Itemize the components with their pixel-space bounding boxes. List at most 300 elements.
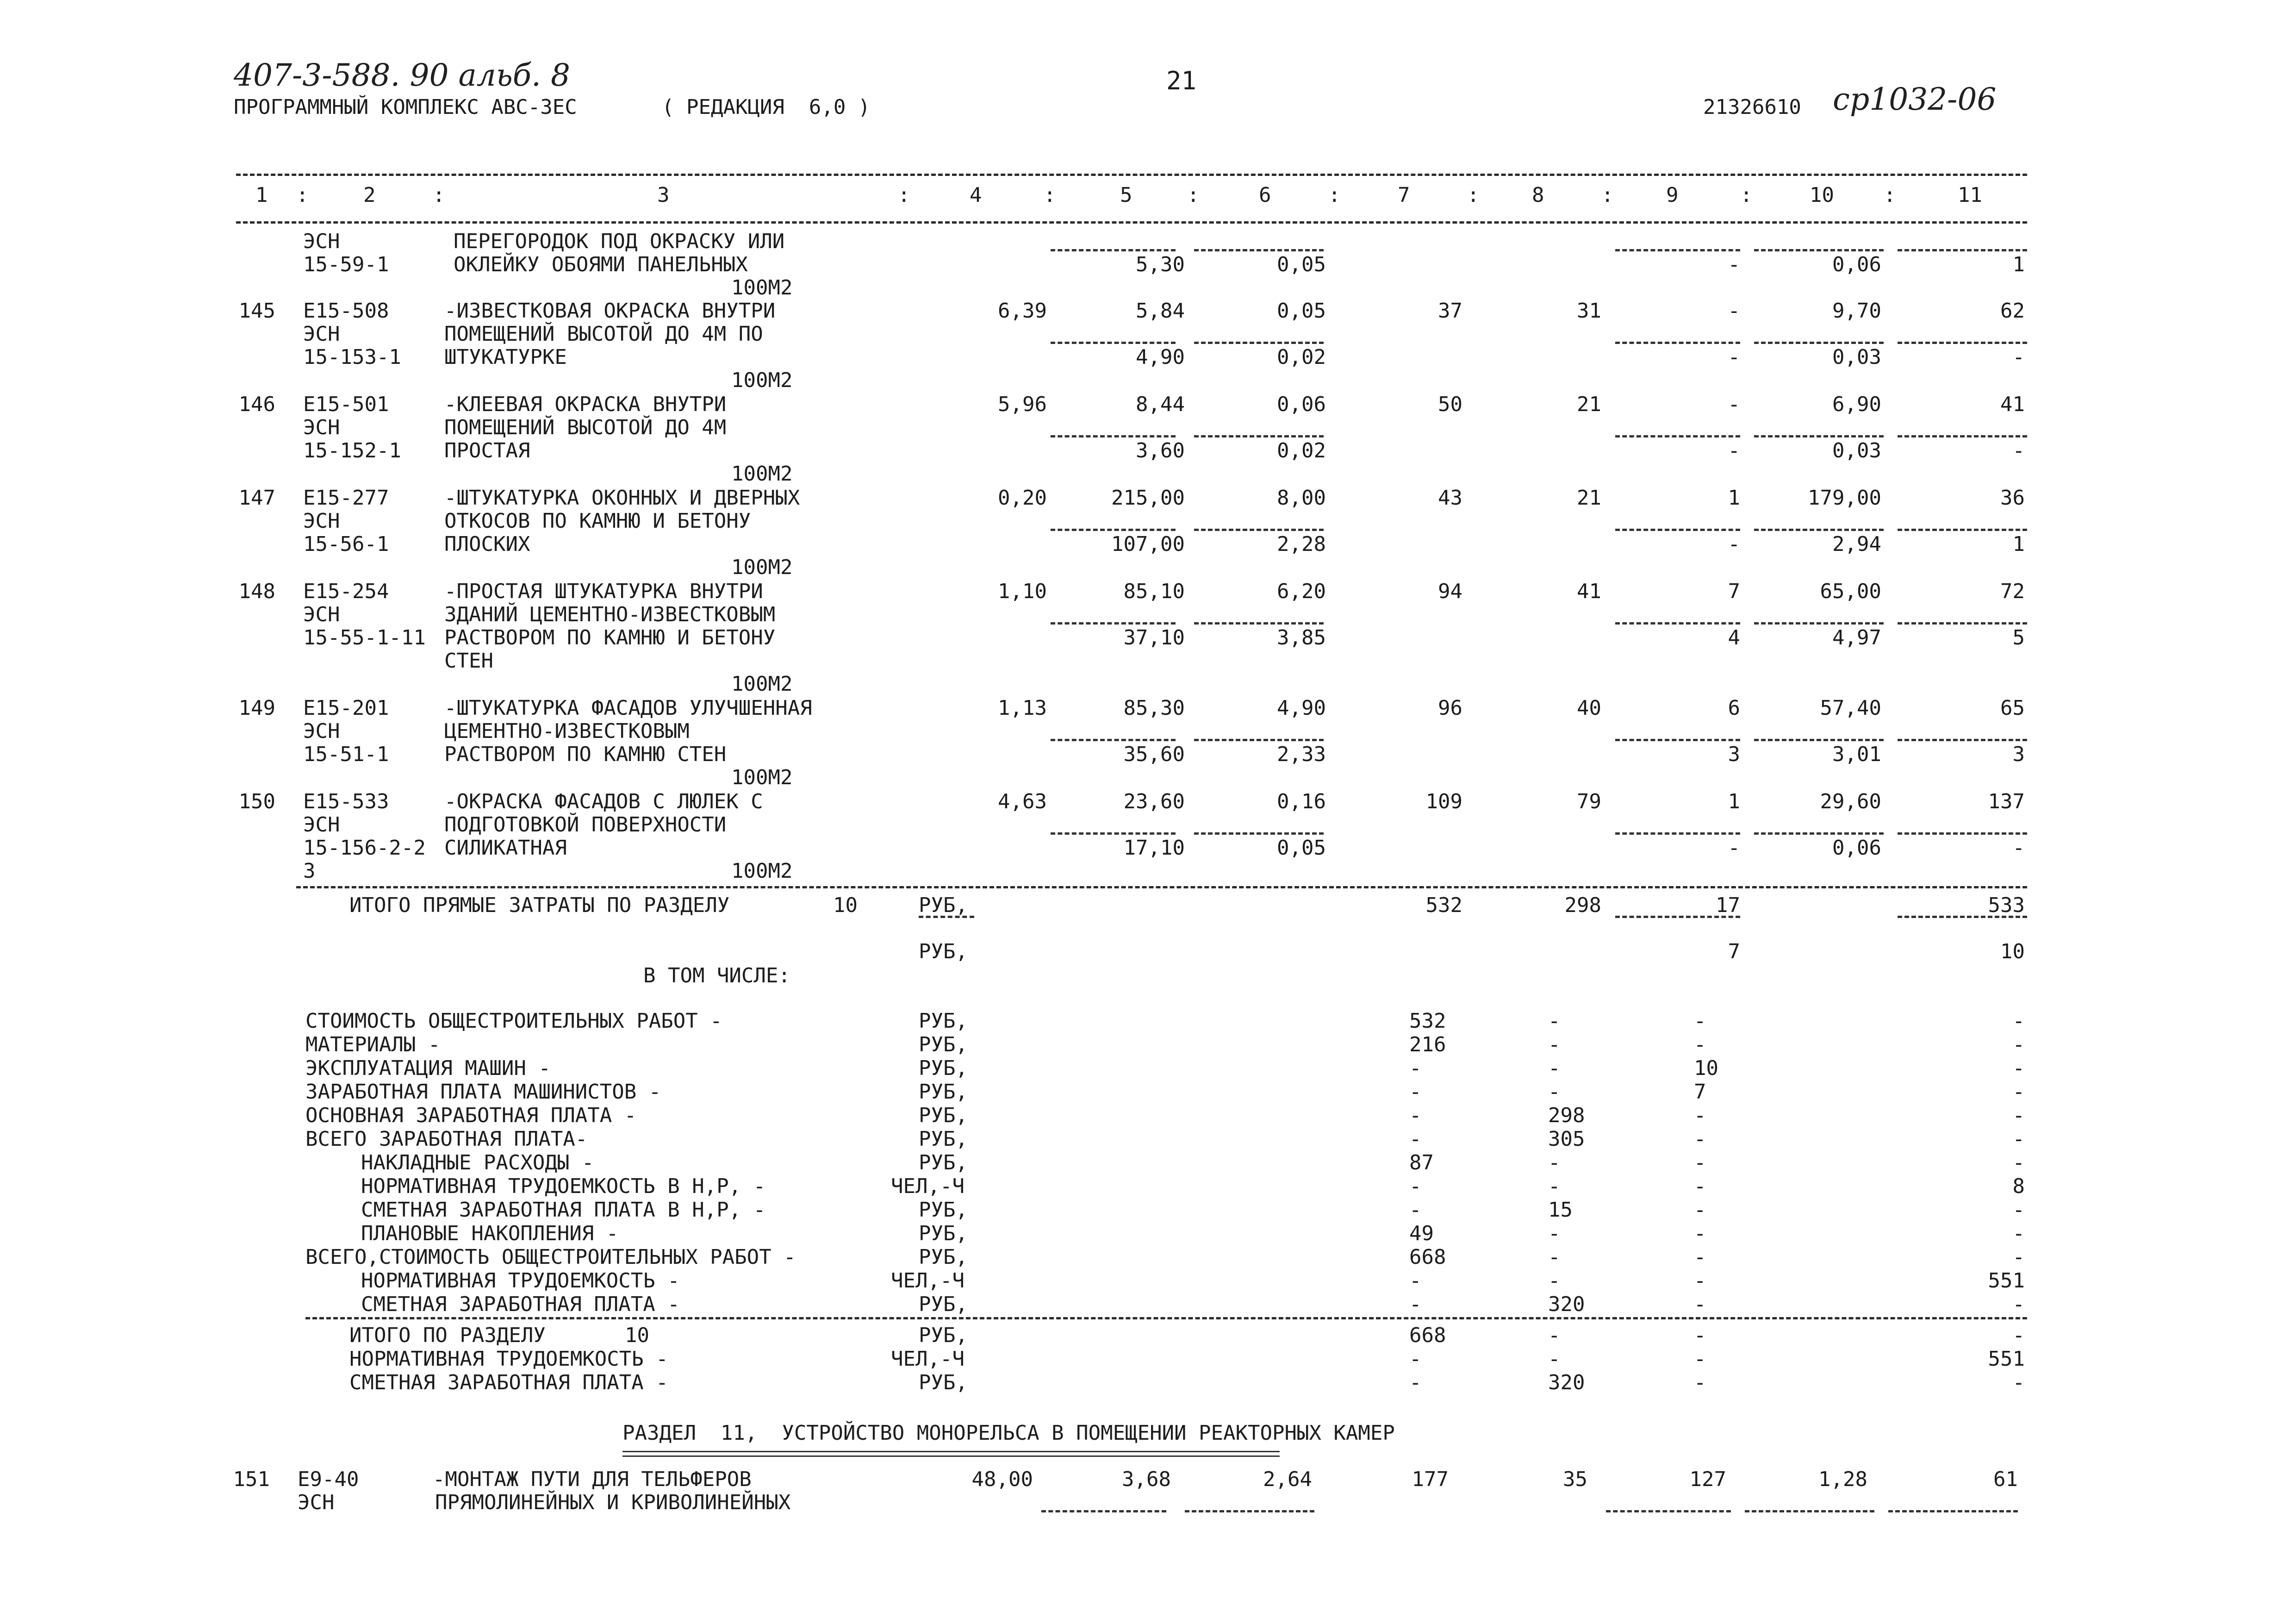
section-rule: [296, 886, 2027, 888]
row-value-c6: 2,64: [1263, 1468, 1312, 1491]
row-value-c5: 3,68: [1122, 1468, 1171, 1491]
dashed-underline: [1615, 739, 1740, 741]
row-code: 15-152-1: [303, 439, 401, 462]
breakdown-c8: 15: [1548, 1198, 1573, 1222]
row-number: 151: [233, 1468, 270, 1491]
dashed-underline: [1615, 916, 1740, 918]
row-code: Е9-40: [298, 1468, 359, 1491]
table-top-rule: [236, 174, 2027, 176]
row-sub-c5: 37,10: [1123, 626, 1185, 650]
column-separator: :: [1467, 183, 1480, 207]
row-code: 3: [303, 859, 316, 883]
row-value-c7: 43: [1438, 486, 1462, 510]
breakdown-label: ЗАРАБОТНАЯ ПЛАТА МАШИНИСТОВ -: [305, 1080, 661, 1104]
column-header-5: 5: [1120, 183, 1132, 207]
section-title-double-rule: [622, 1455, 1280, 1457]
breakdown-c9: -: [1694, 1245, 1706, 1269]
row-description: -ИЗВЕСТКОВАЯ ОКРАСКА ВНУТРИ: [444, 299, 776, 323]
row-value-c4: 0,20: [998, 486, 1047, 510]
row-sub-c11: 1: [2012, 532, 2025, 556]
row-description: -ШТУКАТУРКА ФАСАДОВ УЛУЧШЕННАЯ: [444, 696, 812, 720]
column-separator: :: [1044, 183, 1056, 207]
breakdown-c8: 298: [1548, 1104, 1585, 1127]
breakdown-unit: РУБ,: [919, 1151, 968, 1174]
row-number: 148: [238, 580, 275, 603]
breakdown-c11: -: [2012, 1080, 2025, 1104]
breakdown-c11: -: [2012, 1127, 2025, 1151]
breakdown-c11: -: [2012, 1198, 2025, 1222]
row-sub-c6: 0,02: [1277, 345, 1326, 369]
column-header-11: 11: [1958, 183, 1982, 207]
row-description: -КЛЕЕВАЯ ОКРАСКА ВНУТРИ: [444, 393, 727, 416]
column-separator: :: [1884, 183, 1896, 207]
row-code: Е15-508: [303, 299, 389, 323]
breakdown-c11: 551: [1988, 1269, 2025, 1293]
row-value-c8: 21: [1577, 393, 1601, 416]
dashed-underline: [1754, 832, 1884, 835]
row-sub-c5: 3,60: [1136, 439, 1185, 462]
breakdown-label: СМЕТНАЯ ЗАРАБОТНАЯ ПЛАТА -: [361, 1293, 680, 1316]
breakdown-c8: -: [1548, 1151, 1561, 1174]
breakdown-c7: -: [1409, 1127, 1422, 1151]
section-total-unit: РУБ,: [919, 1371, 968, 1394]
dashed-underline: [1051, 342, 1176, 344]
handwritten-code: ср1032-06: [1833, 81, 1997, 117]
row-sub-c11: 3: [2012, 743, 2025, 766]
dashed-underline: [1754, 739, 1884, 741]
row-description: РАСТВОРОМ ПО КАМНЮ И БЕТОНУ: [444, 626, 776, 650]
handwritten-ref: 407-3-588. 90 альб. 8: [234, 57, 570, 93]
row-value-c6: 0,16: [1277, 790, 1326, 813]
breakdown-unit: РУБ,: [919, 1009, 968, 1033]
breakdown-unit: ЧЕЛ,-Ч: [891, 1174, 964, 1198]
breakdown-c7: -: [1409, 1104, 1422, 1127]
total-direct-sub-c11: 10: [2000, 940, 2025, 963]
row-value-c6: 0,05: [1277, 299, 1326, 323]
section-total-label: ИТОГО ПО РАЗДЕЛУ: [349, 1324, 546, 1347]
section-total-c11: 551: [1988, 1347, 2025, 1371]
breakdown-c9: -: [1694, 1151, 1706, 1174]
row-value-c8: 35: [1563, 1468, 1587, 1491]
row-description: -ПРОСТАЯ ШТУКАТУРКА ВНУТРИ: [444, 580, 763, 603]
breakdown-c7: 668: [1409, 1245, 1446, 1269]
row-code: ЭСН: [303, 719, 340, 743]
row-value-c6: 8,00: [1277, 486, 1326, 510]
breakdown-unit: РУБ,: [919, 1198, 968, 1222]
row-description: ПЛОСКИХ: [444, 532, 530, 556]
row-description: ОТКОСОВ ПО КАМНЮ И БЕТОНУ: [444, 509, 751, 533]
breakdown-label: НАКЛАДНЫЕ РАСХОДЫ -: [361, 1151, 594, 1174]
section-total-c8: -: [1548, 1324, 1561, 1347]
row-description: СТЕН: [444, 649, 493, 673]
breakdown-c9: -: [1694, 1104, 1706, 1127]
row-number: 145: [238, 299, 275, 323]
row-code: Е15-501: [303, 393, 389, 416]
row-value-c8: 31: [1577, 299, 1601, 323]
row-sub-c10: 4,97: [1832, 626, 1881, 650]
section-total-c7: 668: [1409, 1324, 1446, 1347]
row-sub-c9: -: [1728, 253, 1740, 276]
breakdown-c11: -: [2012, 1222, 2025, 1245]
row-value-c7: 109: [1425, 790, 1462, 813]
row-sub-c11: -: [2012, 345, 2025, 369]
row-value-c7: 50: [1438, 393, 1462, 416]
breakdown-unit: РУБ,: [919, 1127, 968, 1151]
row-value-c9: 7: [1728, 580, 1740, 603]
breakdown-unit: РУБ,: [919, 1080, 968, 1104]
column-header-1: 1: [255, 183, 268, 207]
dashed-underline: [1051, 622, 1176, 625]
dashed-underline: [1898, 739, 2027, 741]
column-header-4: 4: [970, 183, 982, 207]
dashed-underline: [1898, 832, 2027, 835]
column-separator: :: [433, 183, 445, 207]
total-direct-sub-unit: РУБ,: [919, 940, 968, 963]
row-sub-c9: -: [1728, 532, 1740, 556]
column-separator: :: [898, 183, 910, 207]
section-total-c8: -: [1548, 1347, 1561, 1371]
section-total-unit: РУБ,: [919, 1324, 968, 1347]
breakdown-c8: -: [1548, 1033, 1561, 1056]
section-title-double-rule: [622, 1451, 1280, 1452]
breakdown-unit: РУБ,: [919, 1033, 968, 1056]
dashed-underline: [1754, 622, 1884, 625]
row-sub-c6: 2,33: [1277, 743, 1326, 766]
breakdown-c8: -: [1548, 1174, 1561, 1198]
total-direct-unit: РУБ,: [919, 893, 968, 917]
dashed-underline: [1194, 622, 1324, 625]
row-unit: 100М2: [731, 859, 793, 883]
row-unit: 100М2: [731, 369, 793, 392]
row-value-c4: 4,63: [998, 790, 1047, 813]
section-total-c7: -: [1409, 1371, 1422, 1394]
breakdown-label: МАТЕРИАЛЫ -: [305, 1033, 441, 1056]
row-value-c4: 1,13: [998, 696, 1047, 720]
row-sub-c10: 0,03: [1832, 439, 1881, 462]
breakdown-label: ОСНОВНАЯ ЗАРАБОТНАЯ ПЛАТА -: [305, 1104, 637, 1127]
breakdown-c11: -: [2012, 1056, 2025, 1080]
row-code: 15-51-1: [303, 743, 389, 766]
row-value-c7: 37: [1438, 299, 1462, 323]
row-description: ПРОСТАЯ: [444, 439, 530, 462]
section-total-label: СМЕТНАЯ ЗАРАБОТНАЯ ПЛАТА -: [349, 1371, 668, 1394]
row-description: -ШТУКАТУРКА ОКОННЫХ И ДВЕРНЫХ: [444, 486, 800, 510]
row-value-c10: 65,00: [1820, 580, 1881, 603]
breakdown-c7: 216: [1409, 1033, 1446, 1056]
row-description: РАСТВОРОМ ПО КАМНЮ СТЕН: [444, 743, 727, 766]
program-edition: ( РЕДАКЦИЯ 6,0 ): [662, 95, 871, 119]
row-value-c9: 1: [1728, 486, 1740, 510]
row-sub-c5: 5,30: [1136, 253, 1185, 276]
row-code: 15-59-1: [303, 253, 389, 276]
dashed-underline: [1888, 1510, 2018, 1512]
section-total-c9: -: [1694, 1324, 1706, 1347]
row-value-c9: 1: [1728, 790, 1740, 813]
row-value-c8: 41: [1577, 580, 1601, 603]
breakdown-c11: -: [2012, 1009, 2025, 1033]
breakdown-c9: -: [1694, 1269, 1706, 1293]
section-total-c8: 320: [1548, 1371, 1585, 1394]
row-value-c9: 127: [1689, 1468, 1726, 1491]
dashed-underline: [1194, 529, 1324, 531]
row-value-c9: -: [1728, 299, 1740, 323]
row-code: ЭСН: [303, 813, 340, 837]
breakdown-c8: -: [1548, 1269, 1561, 1293]
row-value-c9: 6: [1728, 696, 1740, 720]
row-description: ПОМЕЩЕНИЙ ВЫСОТОЙ ДО 4М: [444, 416, 727, 439]
dashed-underline: [1898, 435, 2027, 437]
row-value-c11: 72: [2000, 580, 2025, 603]
row-description: -ОКРАСКА ФАСАДОВ С ЛЮЛЕК С: [444, 790, 763, 813]
row-sub-c9: -: [1728, 439, 1740, 462]
breakdown-c7: 532: [1409, 1009, 1446, 1033]
breakdown-unit: РУБ,: [919, 1293, 968, 1316]
row-sub-c6: 0,05: [1277, 836, 1326, 860]
row-value-c7: 96: [1438, 696, 1462, 720]
row-unit: 100М2: [731, 556, 793, 579]
row-value-c9: -: [1728, 393, 1740, 416]
breakdown-c8: -: [1548, 1056, 1561, 1080]
row-value-c11: 61: [1993, 1468, 2018, 1491]
breakdown-c11: -: [2012, 1293, 2025, 1316]
row-sub-c11: -: [2012, 439, 2025, 462]
row-code: ЭСН: [303, 603, 340, 626]
row-sub-c6: 2,28: [1277, 532, 1326, 556]
column-separator: :: [1187, 183, 1200, 207]
breakdown-c9: 7: [1694, 1080, 1706, 1104]
column-header-7: 7: [1398, 183, 1410, 207]
row-code: ЭСН: [303, 416, 340, 439]
breakdown-unit: ЧЕЛ,-Ч: [891, 1269, 964, 1293]
breakdown-label: ВСЕГО ЗАРАБОТНАЯ ПЛАТА-: [305, 1127, 588, 1151]
total-direct-label: ИТОГО ПРЯМЫЕ ЗАТРАТЫ ПО РАЗДЕЛУ: [349, 893, 730, 917]
breakdown-c8: -: [1548, 1080, 1561, 1104]
row-sub-c9: 3: [1728, 743, 1740, 766]
breakdown-c9: -: [1694, 1174, 1706, 1198]
document-code: 21326610: [1703, 95, 1801, 119]
breakdown-c9: -: [1694, 1033, 1706, 1056]
section-total-label: НОРМАТИВНАЯ ТРУДОЕМКОСТЬ -: [349, 1347, 668, 1371]
row-value-c5: 215,00: [1111, 486, 1185, 510]
row-sub-c10: 0,03: [1832, 345, 1881, 369]
breakdown-unit: РУБ,: [919, 1056, 968, 1080]
section-total-c9: -: [1694, 1371, 1706, 1394]
dashed-underline: [1051, 529, 1176, 531]
breakdown-c7: 87: [1409, 1151, 1434, 1174]
row-code: ЭСН: [303, 230, 340, 253]
row-value-c8: 21: [1577, 486, 1601, 510]
breakdown-c7: -: [1409, 1080, 1422, 1104]
dashed-underline: [1615, 622, 1740, 625]
dashed-underline: [1754, 529, 1884, 531]
row-value-c6: 6,20: [1277, 580, 1326, 603]
breakdown-c9: -: [1694, 1198, 1706, 1222]
page-number: 21: [1166, 66, 1197, 95]
column-header-8: 8: [1532, 183, 1544, 207]
breakdown-c8: 305: [1548, 1127, 1585, 1151]
dashed-underline: [1615, 529, 1740, 531]
row-sub-c6: 0,05: [1277, 253, 1326, 276]
row-code: Е15-254: [303, 580, 389, 603]
breakdown-c7: -: [1409, 1174, 1422, 1198]
column-separator: :: [1740, 183, 1753, 207]
dashed-underline: [1615, 342, 1740, 344]
row-code: Е15-533: [303, 790, 389, 813]
breakdown-c7: -: [1409, 1269, 1422, 1293]
row-code: 15-56-1: [303, 532, 389, 556]
row-sub-c11: 5: [2012, 626, 2025, 650]
row-description: ПОДГОТОВКОЙ ПОВЕРХНОСТИ: [444, 813, 727, 837]
program-name: ПРОГРАММНЫЙ КОМПЛЕКС АВС-3ЕС: [234, 95, 577, 119]
row-value-c4: 48,00: [971, 1468, 1033, 1491]
row-description: ШТУКАТУРКЕ: [444, 345, 567, 369]
breakdown-label: НОРМАТИВНАЯ ТРУДОЕМКОСТЬ -: [361, 1269, 680, 1293]
section-total-unit: ЧЕЛ,-Ч: [891, 1347, 964, 1371]
breakdown-c8: -: [1548, 1009, 1561, 1033]
row-sub-c9: 4: [1728, 626, 1740, 650]
dashed-underline: [1745, 1510, 1874, 1512]
row-sub-c9: -: [1728, 836, 1740, 860]
dashed-underline: [919, 916, 974, 918]
section-total-c11: -: [2012, 1371, 2025, 1394]
section-total-c9: -: [1694, 1347, 1706, 1371]
breakdown-label: НОРМАТИВНАЯ ТРУДОЕМКОСТЬ В Н,Р, -: [361, 1174, 766, 1198]
breakdown-c7: -: [1409, 1198, 1422, 1222]
row-sub-c6: 0,02: [1277, 439, 1326, 462]
row-description: ОКЛЕЙКУ ОБОЯМИ ПАНЕЛЬНЫХ: [454, 253, 748, 276]
row-value-c7: 94: [1438, 580, 1462, 603]
breakdown-c11: -: [2012, 1245, 2025, 1269]
dashed-underline: [1606, 1510, 1731, 1512]
section-total-number: 10: [625, 1324, 649, 1347]
dashed-underline: [1898, 529, 2027, 531]
incl-label: В ТОМ ЧИСЛЕ:: [643, 964, 790, 987]
row-value-c10: 6,90: [1832, 393, 1881, 416]
row-value-c11: 137: [1988, 790, 2025, 813]
section-total-c7: -: [1409, 1347, 1422, 1371]
breakdown-label: ЭКСПЛУАТАЦИЯ МАШИН -: [305, 1056, 551, 1080]
row-sub-c11: 1: [2012, 253, 2025, 276]
row-value-c4: 6,39: [998, 299, 1047, 323]
dashed-underline: [1185, 1510, 1314, 1512]
row-description: ЦЕМЕНТНО-ИЗВЕСТКОВЫМ: [444, 719, 690, 743]
row-value-c10: 29,60: [1820, 790, 1881, 813]
row-sub-c11: -: [2012, 836, 2025, 860]
row-value-c7: 177: [1412, 1468, 1449, 1491]
dashed-underline: [1615, 435, 1740, 437]
row-sub-c5: 17,10: [1123, 836, 1185, 860]
breakdown-unit: РУБ,: [919, 1245, 968, 1269]
dashed-underline: [1194, 342, 1324, 344]
section-rule: [305, 1317, 2027, 1319]
total-direct-c11: 533: [1988, 893, 2025, 917]
row-value-c10: 179,00: [1808, 486, 1881, 510]
dashed-underline: [1194, 249, 1324, 251]
dashed-underline: [1754, 342, 1884, 344]
breakdown-c11: 8: [2012, 1174, 2025, 1198]
column-header-6: 6: [1259, 183, 1271, 207]
dashed-underline: [1615, 832, 1740, 835]
breakdown-c8: 320: [1548, 1293, 1585, 1316]
section-11-title: РАЗДЕЛ 11, УСТРОЙСТВО МОНОРЕЛЬСА В ПОМЕЩЕНИИ РЕАКТОРНЫХ КАМЕР: [622, 1421, 1395, 1445]
row-code: Е15-201: [303, 696, 389, 720]
row-code: ЭСН: [303, 322, 340, 346]
row-sub-c5: 35,60: [1123, 743, 1185, 766]
breakdown-c11: -: [2012, 1104, 2025, 1127]
row-sub-c10: 0,06: [1832, 836, 1881, 860]
column-separator: :: [1601, 183, 1614, 207]
row-number: 150: [238, 790, 275, 813]
row-sub-c5: 107,00: [1111, 532, 1185, 556]
row-code: ЭСН: [298, 1491, 335, 1514]
row-code: 15-55-1-11: [303, 626, 426, 650]
row-value-c11: 65: [2000, 696, 2025, 720]
total-direct-sub-c9: 7: [1728, 940, 1740, 963]
breakdown-c9: -: [1694, 1222, 1706, 1245]
row-description: ПРЯМОЛИНЕЙНЫХ И КРИВОЛИНЕЙНЫХ: [435, 1491, 791, 1514]
row-value-c5: 85,10: [1123, 580, 1185, 603]
breakdown-label: СМЕТНАЯ ЗАРАБОТНАЯ ПЛАТА В Н,Р, -: [361, 1198, 766, 1222]
row-sub-c6: 3,85: [1277, 626, 1326, 650]
row-value-c10: 57,40: [1820, 696, 1881, 720]
dashed-underline: [1051, 832, 1176, 835]
dashed-underline: [1754, 435, 1884, 437]
row-number: 146: [238, 393, 275, 416]
row-value-c4: 5,96: [998, 393, 1047, 416]
row-code: 15-156-2-2: [303, 836, 426, 860]
row-code: ЭСН: [303, 509, 340, 533]
row-sub-c9: -: [1728, 345, 1740, 369]
row-code: Е15-277: [303, 486, 389, 510]
row-value-c8: 79: [1577, 790, 1601, 813]
breakdown-c9: -: [1694, 1293, 1706, 1316]
total-direct-c9: 17: [1716, 893, 1740, 917]
row-value-c11: 62: [2000, 299, 2025, 323]
breakdown-c8: -: [1548, 1222, 1561, 1245]
dashed-underline: [1051, 435, 1176, 437]
row-unit: 100М2: [731, 766, 793, 789]
row-description: ЗДАНИЙ ЦЕМЕНТНО-ИЗВЕСТКОВЫМ: [444, 603, 776, 626]
row-value-c5: 23,60: [1123, 790, 1185, 813]
breakdown-label: ПЛАНОВЫЕ НАКОПЛЕНИЯ -: [361, 1222, 619, 1245]
table-header-rule: [236, 221, 2027, 224]
row-number: 147: [238, 486, 275, 510]
row-value-c4: 1,10: [998, 580, 1047, 603]
breakdown-c11: -: [2012, 1151, 2025, 1174]
dashed-underline: [1194, 832, 1324, 835]
row-description: СИЛИКАТНАЯ: [444, 836, 567, 860]
column-separator: :: [1328, 183, 1341, 207]
row-unit: 100М2: [731, 276, 793, 300]
row-description: -МОНТАЖ ПУТИ ДЛЯ ТЕЛЬФЕРОВ: [433, 1468, 752, 1491]
row-sub-c10: 2,94: [1832, 532, 1881, 556]
breakdown-unit: РУБ,: [919, 1222, 968, 1245]
dashed-underline: [1898, 622, 2027, 625]
row-value-c10: 9,70: [1832, 299, 1881, 323]
row-value-c8: 40: [1577, 696, 1601, 720]
section-total-c11: -: [2012, 1324, 2025, 1347]
dashed-underline: [1041, 1510, 1166, 1512]
dashed-underline: [1194, 739, 1324, 741]
column-separator: :: [296, 183, 309, 207]
dashed-underline: [1898, 249, 2027, 251]
row-value-c5: 85,30: [1123, 696, 1185, 720]
dashed-underline: [1051, 249, 1176, 251]
column-header-2: 2: [363, 183, 376, 207]
breakdown-c7: -: [1409, 1293, 1422, 1316]
row-description: ПОМЕЩЕНИЙ ВЫСОТОЙ ДО 4М ПО: [444, 322, 763, 346]
row-value-c5: 5,84: [1136, 299, 1185, 323]
